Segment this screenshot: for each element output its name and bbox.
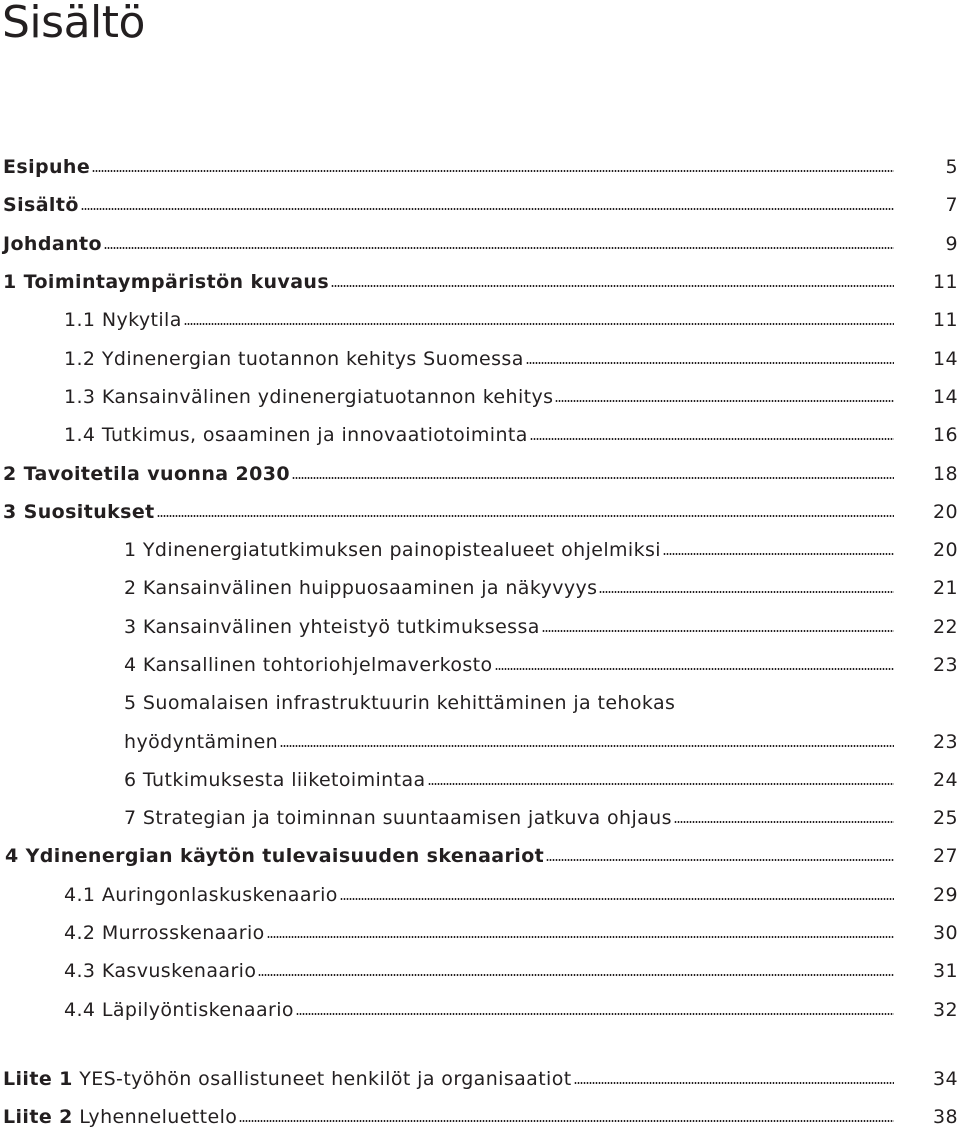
toc-entry-label: 4.4 Läpilyöntiskenaario <box>64 998 294 1021</box>
toc-page-number: 24 <box>933 768 958 791</box>
toc-page-number: 23 <box>933 730 958 753</box>
toc-entry-label: 2 Tavoitetila vuonna 2030 <box>3 462 290 485</box>
toc-entry-section-4-3[interactable] <box>0 952 960 990</box>
dot-leader <box>495 668 894 670</box>
toc-page-number: 20 <box>933 539 958 562</box>
toc-entry-chapter-4[interactable] <box>0 837 960 875</box>
toc-page-number: 27 <box>933 845 958 868</box>
toc-page-number: 5 <box>945 156 958 179</box>
toc-entry-label: Johdanto <box>3 232 102 255</box>
toc-entry-label: 4.2 Murrosskenaario <box>64 922 265 945</box>
toc-entry-label: 4.3 Kasvuskenaario <box>64 960 257 983</box>
toc-entry-label: 4 Ydinenergian käytön tulevaisuuden skenaariot <box>5 845 545 868</box>
toc-entry-section-4-1[interactable] <box>0 876 960 914</box>
toc-entry-label <box>3 1068 572 1090</box>
toc-page-number: 32 <box>933 998 958 1021</box>
toc-page-number: 14 <box>933 347 958 370</box>
toc-entry-label: 1.4 Tutkimus, osaaminen ja innovaatiotoiminta <box>64 424 528 447</box>
toc-entry-label: 3 Suositukset <box>3 500 155 523</box>
toc-entry-johdanto[interactable] <box>0 225 960 263</box>
appendix-title: Lyhenneluettelo <box>72 1106 238 1129</box>
dot-leader <box>331 285 894 287</box>
toc-entry-section-1-1[interactable] <box>0 301 960 339</box>
dot-leader <box>428 783 894 785</box>
toc-entry-appendix-1[interactable] <box>0 1060 960 1098</box>
appendix-prefix: Liite 2 <box>3 1106 73 1129</box>
toc-page-number: 16 <box>933 424 958 447</box>
toc-page-number: 30 <box>933 922 958 945</box>
dot-leader <box>280 745 894 747</box>
dot-leader <box>340 898 894 900</box>
toc-entry-label: 6 Tutkimuksesta liiketoimintaa <box>124 768 426 791</box>
toc-entry-recommendation-4[interactable] <box>0 646 960 684</box>
dot-leader <box>546 859 894 861</box>
toc-page-number: 9 <box>945 232 958 255</box>
toc-page-number: 11 <box>933 271 958 294</box>
toc-page-number: 7 <box>945 194 958 217</box>
table-of-contents <box>0 148 960 1136</box>
toc-entry-section-4-4[interactable] <box>0 991 960 1029</box>
dot-leader <box>267 936 894 938</box>
toc-entry-recommendation-5-line-2[interactable] <box>0 722 960 760</box>
toc-page-number: 14 <box>933 385 958 408</box>
toc-entry-chapter-3[interactable] <box>0 493 960 531</box>
dot-leader <box>92 170 894 172</box>
dot-leader <box>526 362 894 364</box>
toc-page-number: 23 <box>933 654 958 676</box>
toc-entry-label: Esipuhe <box>3 156 91 179</box>
toc-entry-label: 4.1 Auringonlaskuskenaario <box>64 883 338 906</box>
dot-leader <box>599 591 894 593</box>
toc-entry-label: 1 Toimintaympäristön kuvaus <box>3 271 330 294</box>
toc-entry-recommendation-7[interactable] <box>0 799 960 837</box>
toc-entry-label: 7 Strategian ja toiminnan suuntaamisen jatkuva ohjaus <box>124 807 672 830</box>
toc-entry-chapter-1[interactable] <box>0 263 960 301</box>
dot-leader <box>258 974 894 976</box>
toc-entry-label: Sisältö <box>3 194 79 217</box>
toc-entry-label: 1.2 Ydinenergian tuotannon kehitys Suomessa <box>64 347 524 370</box>
page-title: Sisältö <box>2 0 145 48</box>
toc-page-number: 20 <box>933 500 958 523</box>
toc-entry-label: hyödyntäminen <box>124 730 279 753</box>
toc-page-number: 25 <box>933 807 958 830</box>
toc-page-number: 29 <box>933 883 958 906</box>
toc-entry-section-4-2[interactable] <box>0 914 960 952</box>
dot-leader <box>555 400 894 402</box>
toc-entry-section-1-2[interactable] <box>0 339 960 377</box>
dot-leader <box>157 515 894 517</box>
dot-leader <box>81 208 894 210</box>
dot-leader <box>184 323 894 325</box>
toc-entry-sisalto[interactable] <box>0 186 960 224</box>
toc-entry-label: 1 Ydinenergiatutkimuksen painopistealueet ohjelmiksi <box>124 539 661 562</box>
toc-page-number: 31 <box>933 960 958 983</box>
appendix-prefix: Liite 1 <box>3 1067 73 1090</box>
dot-leader <box>574 1082 894 1084</box>
toc-entry-label: 4 Kansallinen tohtoriohjelmaverkosto <box>124 654 493 676</box>
dot-leader <box>104 247 894 249</box>
toc-entry-section-1-4[interactable] <box>0 416 960 454</box>
toc-entry-section-1-3[interactable] <box>0 378 960 416</box>
toc-page-number: 18 <box>933 462 958 485</box>
toc-entry-recommendation-2[interactable] <box>0 569 960 607</box>
dot-leader <box>542 630 894 632</box>
dot-leader <box>674 821 894 823</box>
appendix-title: YES-työhön osallistuneet henkilöt ja organisaatiot <box>72 1067 572 1090</box>
dot-leader <box>292 477 894 479</box>
dot-leader <box>239 1120 894 1122</box>
toc-entry-label <box>3 1106 237 1128</box>
toc-entry-recommendation-3[interactable] <box>0 608 960 646</box>
toc-entry-appendix-2[interactable] <box>0 1098 960 1136</box>
dot-leader <box>530 438 894 440</box>
dot-leader <box>663 553 894 555</box>
toc-page-number: 21 <box>933 577 958 600</box>
toc-entry-label: 1.1 Nykytila <box>64 309 182 332</box>
dot-leader <box>296 1013 894 1015</box>
toc-entry-esipuhe[interactable] <box>0 148 960 186</box>
toc-page-number: 22 <box>933 615 958 638</box>
toc-page-number: 11 <box>933 309 958 332</box>
toc-entry-recommendation-5-line-1[interactable] <box>0 684 960 722</box>
toc-entry-label: 1.3 Kansainvälinen ydinenergiatuotannon kehitys <box>64 385 554 408</box>
toc-entry-label: 2 Kansainvälinen huippuosaaminen ja näkyvyys <box>124 577 598 600</box>
toc-page-number: 38 <box>933 1106 958 1129</box>
toc-entry-chapter-2[interactable] <box>0 454 960 492</box>
toc-entry-recommendation-6[interactable] <box>0 761 960 799</box>
toc-entry-label: 5 Suomalaisen infrastruktuurin kehittäminen ja tehokas <box>124 692 676 715</box>
toc-page-number: 34 <box>933 1067 958 1090</box>
toc-entry-recommendation-1[interactable] <box>0 531 960 569</box>
toc-entry-label: 3 Kansainvälinen yhteistyö tutkimuksessa <box>124 615 540 638</box>
